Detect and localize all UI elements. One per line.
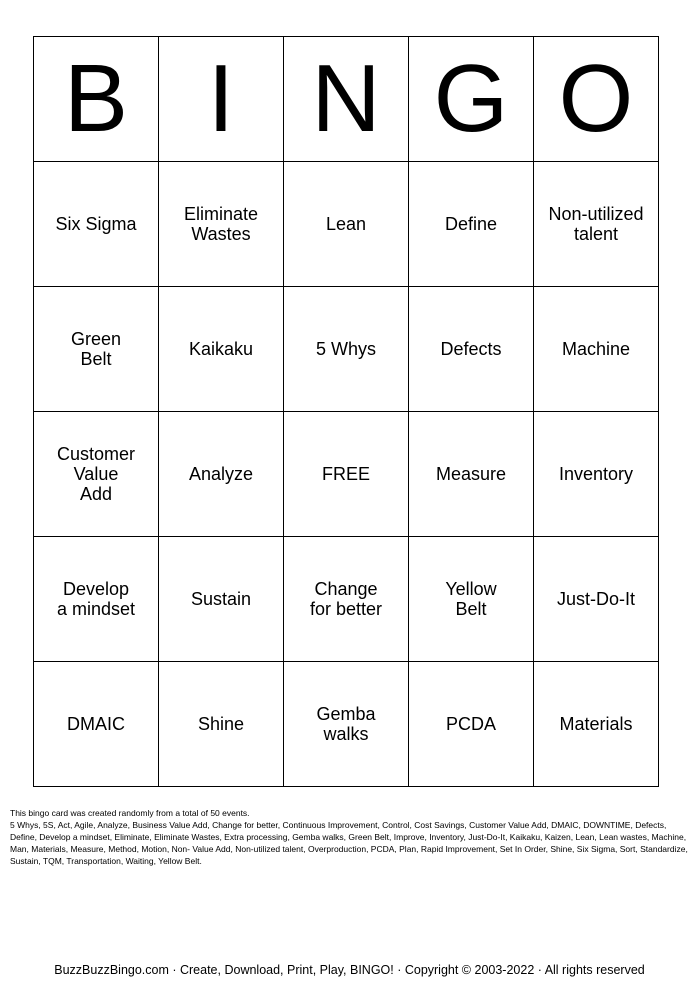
bingo-cell: Six Sigma: [34, 162, 159, 287]
header-letter-o: O: [534, 37, 659, 162]
bingo-cell: Green Belt: [34, 287, 159, 412]
bingo-cell: Shine: [159, 662, 284, 787]
bingo-cell: Yellow Belt: [409, 537, 534, 662]
bingo-cell: Lean: [284, 162, 409, 287]
footnote-intro: This bingo card was created randomly from a total of 50 events.: [10, 808, 250, 818]
bingo-cell: Eliminate Wastes: [159, 162, 284, 287]
bingo-row-2: [34, 287, 659, 412]
event-list-footnote: [10, 807, 692, 867]
bingo-card: [33, 36, 659, 787]
bingo-cell: 5 Whys: [284, 287, 409, 412]
bingo-cell: Measure: [409, 412, 534, 537]
bingo-cell: Materials: [534, 662, 659, 787]
free-space-cell: FREE: [284, 412, 409, 537]
bingo-cell: Define: [409, 162, 534, 287]
bingo-row-5: [34, 662, 659, 787]
bingo-cell: Change for better: [284, 537, 409, 662]
bingo-cell: Non-utilized talent: [534, 162, 659, 287]
bingo-cell: Defects: [409, 287, 534, 412]
bingo-cell: Develop a mindset: [34, 537, 159, 662]
bingo-cell: Gemba walks: [284, 662, 409, 787]
bingo-header-row: [34, 37, 659, 162]
bingo-row-1: [34, 162, 659, 287]
bingo-row-3: [34, 412, 659, 537]
bingo-cell: Sustain: [159, 537, 284, 662]
header-letter-b: B: [34, 37, 159, 162]
bingo-cell: Inventory: [534, 412, 659, 537]
bingo-cell: Customer Value Add: [34, 412, 159, 537]
header-letter-i: I: [159, 37, 284, 162]
bingo-cell: PCDA: [409, 662, 534, 787]
footnote-events: 5 Whys, 5S, Act, Agile, Analyze, Business Value Add, Change for better, Continuous Improvement, Control, Cost Savings, Customer Value Add, DMAIC, DOWNTIME, Defects, Define, Develop a mindset, Eliminate, Eliminate Wastes, Extra processing, Gemba walks, Green Belt, Improve, Inventory, Just-Do-It, Kaikaku, Kaizen, Lean, Lean wastes, Machine, Man, Materials, Measure, Method, Motion, Non- Value Add, Non-utilized talent, Overproduction, PCDA, Plan, Rapid Improvement, Set In Order, Shine, Six Sigma, Sort, Standardize, Sustain, TQM, Transportation, Waiting, Yellow Belt.: [10, 820, 688, 866]
bingo-cell: Just-Do-It: [534, 537, 659, 662]
bingo-cell: Analyze: [159, 412, 284, 537]
header-letter-g: G: [409, 37, 534, 162]
bingo-row-4: [34, 537, 659, 662]
bingo-cell: Machine: [534, 287, 659, 412]
header-letter-n: N: [284, 37, 409, 162]
copyright-footer: BuzzBuzzBingo.com · Create, Download, Print, Play, BINGO! · Copyright © 2003-2022 · All rights reserved: [54, 963, 645, 977]
bingo-cell: DMAIC: [34, 662, 159, 787]
bingo-cell: Kaikaku: [159, 287, 284, 412]
